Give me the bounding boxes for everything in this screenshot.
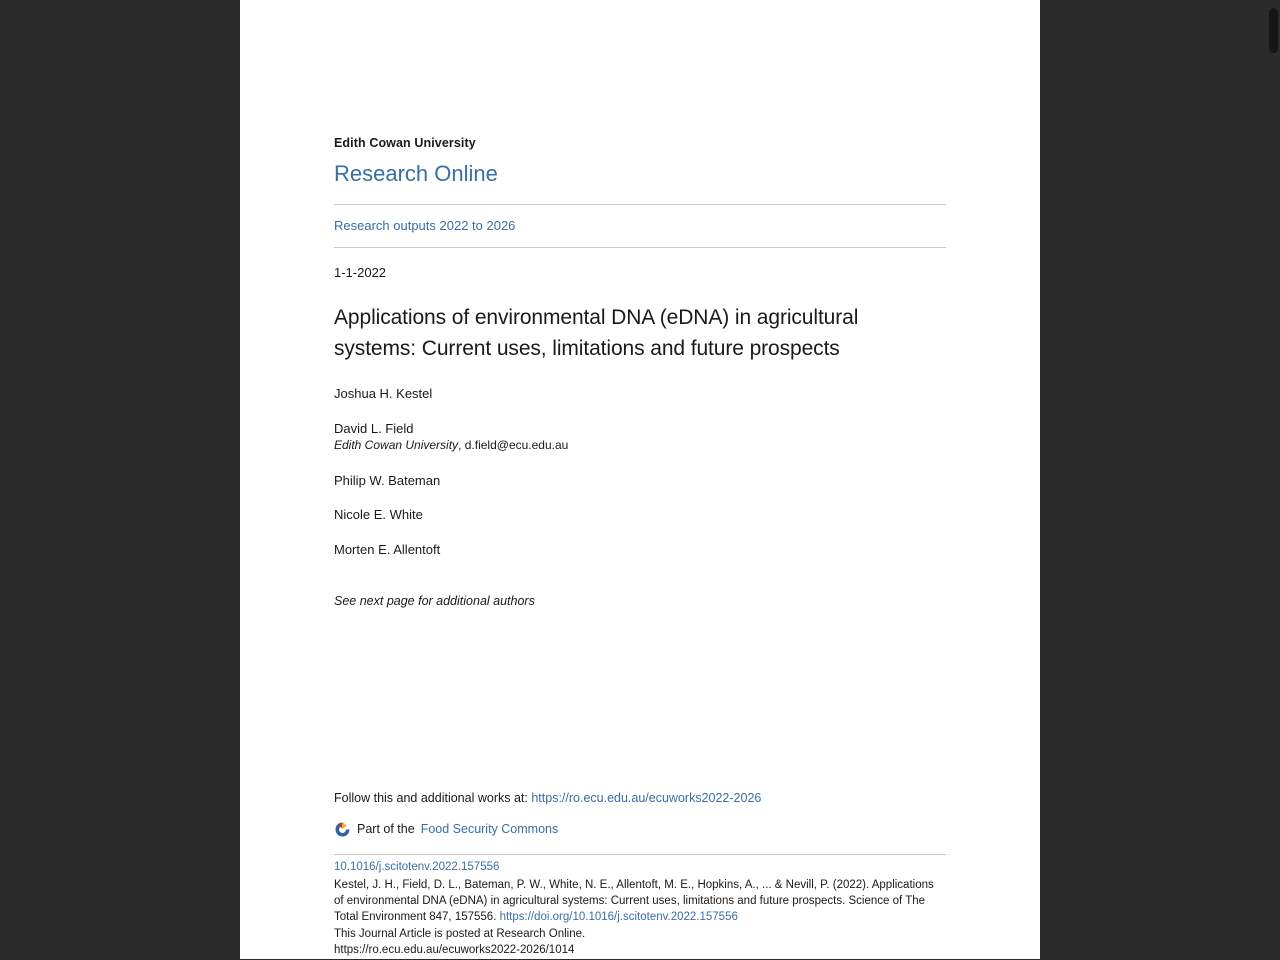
author-email: d.field@ecu.edu.au bbox=[464, 438, 569, 453]
publication-date: 1-1-2022 bbox=[334, 264, 387, 280]
page-title: Applications of environmental DNA (eDNA) in agricultural systems: Current uses, limitations and future prospects bbox=[334, 305, 859, 361]
divider-above-citation bbox=[334, 854, 946, 855]
follow-works-line bbox=[334, 790, 946, 808]
affiliation-institution: Edith Cowan University bbox=[334, 438, 459, 453]
citation-doi-link[interactable]: https://doi.org/10.1016/j.scitotenv.2022.157556 bbox=[499, 911, 738, 924]
author-name: Joshua H. Kestel bbox=[334, 386, 433, 402]
author-name: Morten E. Allentoft bbox=[334, 541, 441, 557]
commons-prefix-label: Part of the bbox=[357, 821, 415, 836]
author-entry bbox=[334, 420, 946, 455]
research-online-brand: Research Online bbox=[334, 161, 498, 186]
author-name: Nicole E. White bbox=[334, 507, 423, 523]
scrollbar-thumb[interactable] bbox=[1269, 8, 1278, 53]
university-name: Edith Cowan University bbox=[334, 136, 476, 150]
author-entry bbox=[334, 506, 946, 524]
series-link[interactable]: Research outputs 2022 to 2026 bbox=[334, 217, 516, 233]
doi-short-link[interactable]: 10.1016/j.scitotenv.2022.157556 bbox=[334, 861, 500, 873]
posted-note: This Journal Article is posted at Research Online. bbox=[334, 927, 586, 940]
author-name: David L. Field bbox=[334, 420, 414, 436]
citation-body: Kestel, J. H., Field, D. L., Bateman, P. W., White, N. E., Allentoft, M. E., Hopkins, A., ... & Nevill, P. (2022). Applications of environmental DNA (eDNA) in agricultural systems: Current uses, limitations and future prospects. Science of The Total Environment 847, 157556. bbox=[334, 878, 934, 924]
author-entry bbox=[334, 541, 946, 559]
scrollbar-track[interactable] bbox=[1265, 0, 1280, 960]
divider-below-series bbox=[334, 247, 946, 248]
author-list bbox=[334, 385, 946, 558]
author-entry bbox=[334, 385, 946, 403]
digital-commons-logo-icon bbox=[334, 821, 351, 838]
cover-sheet-footer bbox=[334, 790, 946, 958]
commons-line bbox=[334, 821, 946, 839]
see-next-page-note: See next page for additional authors bbox=[334, 594, 535, 609]
author-entry bbox=[334, 472, 946, 490]
food-security-commons-link[interactable]: Food Security Commons bbox=[420, 821, 559, 836]
author-name: Philip W. Bateman bbox=[334, 472, 441, 488]
follow-works-link[interactable]: https://ro.ecu.edu.au/ecuworks2022-2026 bbox=[531, 791, 762, 805]
cover-sheet-content bbox=[334, 136, 946, 608]
pdf-page bbox=[240, 0, 1040, 959]
follow-works-label: Follow this and additional works at: bbox=[334, 791, 528, 805]
citation-text bbox=[334, 877, 946, 926]
record-url: https://ro.ecu.edu.au/ecuworks2022-2026/1014 bbox=[334, 943, 575, 956]
author-affiliation: Edith Cowan University, d.field@ecu.edu.au bbox=[334, 438, 569, 453]
